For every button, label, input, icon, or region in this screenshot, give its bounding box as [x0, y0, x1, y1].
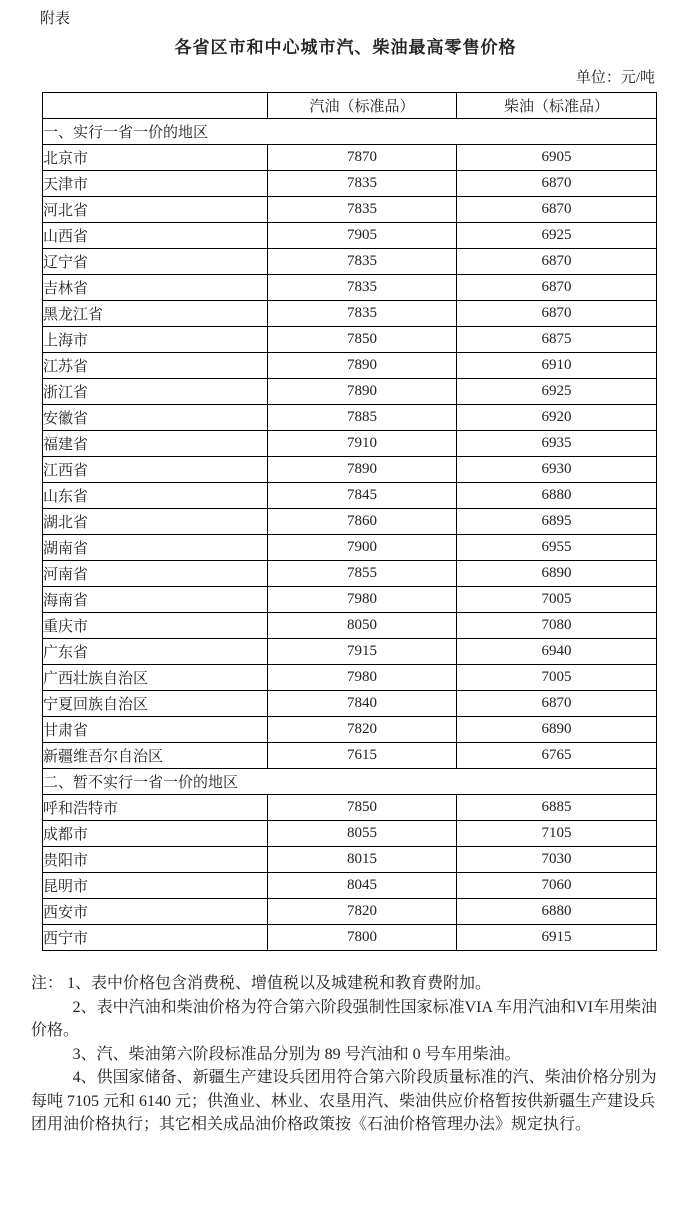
- diesel-price: 6880: [457, 483, 657, 509]
- diesel-price: 6935: [457, 431, 657, 457]
- gasoline-price: 7850: [268, 795, 457, 821]
- gasoline-price: 7905: [268, 223, 457, 249]
- region-name: 河南省: [43, 561, 268, 587]
- table-row: [43, 171, 657, 197]
- region-name: 昆明市: [43, 873, 268, 899]
- table-row: [43, 873, 657, 899]
- gasoline-price: 7980: [268, 665, 457, 691]
- gasoline-price: 8015: [268, 847, 457, 873]
- diesel-price: 7080: [457, 613, 657, 639]
- table-row: [43, 821, 657, 847]
- table-row: [43, 379, 657, 405]
- region-name: 江苏省: [43, 353, 268, 379]
- region-name: 吉林省: [43, 275, 268, 301]
- diesel-price: 6870: [457, 171, 657, 197]
- diesel-price: 6915: [457, 925, 657, 951]
- table-row: [43, 275, 657, 301]
- table-row: [43, 717, 657, 743]
- region-name: 北京市: [43, 145, 268, 171]
- diesel-price: 6890: [457, 717, 657, 743]
- gasoline-price: 7835: [268, 197, 457, 223]
- gasoline-price: 7915: [268, 639, 457, 665]
- table-row: [43, 249, 657, 275]
- table-row: [43, 197, 657, 223]
- region-name: 黑龙江省: [43, 301, 268, 327]
- region-name: 湖北省: [43, 509, 268, 535]
- region-name: 湖南省: [43, 535, 268, 561]
- gasoline-price: 7885: [268, 405, 457, 431]
- table-row: [43, 483, 657, 509]
- table-row: [43, 535, 657, 561]
- section-header-row: [43, 769, 657, 795]
- table-row: [43, 223, 657, 249]
- diesel-price: 6870: [457, 691, 657, 717]
- diesel-price: 6890: [457, 561, 657, 587]
- header-region-column: [43, 93, 268, 119]
- gasoline-price: 7840: [268, 691, 457, 717]
- table-row: [43, 899, 657, 925]
- diesel-price: 6910: [457, 353, 657, 379]
- diesel-price: 6870: [457, 275, 657, 301]
- gasoline-price: 7890: [268, 457, 457, 483]
- gasoline-price: 7855: [268, 561, 457, 587]
- diesel-price: 7005: [457, 587, 657, 613]
- section-title: 二、暂不实行一省一价的地区: [43, 769, 657, 795]
- gasoline-price: 7845: [268, 483, 457, 509]
- diesel-price: 6880: [457, 899, 657, 925]
- diesel-price: 6955: [457, 535, 657, 561]
- diesel-price: 6875: [457, 327, 657, 353]
- diesel-price: 6925: [457, 379, 657, 405]
- diesel-price: 6930: [457, 457, 657, 483]
- gasoline-price: 7910: [268, 431, 457, 457]
- table-row: [43, 613, 657, 639]
- table-row: [43, 327, 657, 353]
- gasoline-price: 8050: [268, 613, 457, 639]
- region-name: 广西壮族自治区: [43, 665, 268, 691]
- diesel-price: 6870: [457, 197, 657, 223]
- diesel-price: 6920: [457, 405, 657, 431]
- region-name: 新疆维吾尔自治区: [43, 743, 268, 769]
- table-row: [43, 847, 657, 873]
- gasoline-price: 7835: [268, 171, 457, 197]
- gasoline-price: 7870: [268, 145, 457, 171]
- region-name: 甘肃省: [43, 717, 268, 743]
- gasoline-price: 8055: [268, 821, 457, 847]
- table-row: [43, 353, 657, 379]
- region-name: 山东省: [43, 483, 268, 509]
- region-name: 辽宁省: [43, 249, 268, 275]
- table-row: [43, 587, 657, 613]
- appendix-label: 附表: [40, 11, 71, 27]
- region-name: 西宁市: [43, 925, 268, 951]
- section-title: 一、实行一省一价的地区: [43, 119, 657, 145]
- region-name: 贵阳市: [43, 847, 268, 873]
- section-header-row: [43, 119, 657, 145]
- notes-section: [31, 972, 660, 1137]
- gasoline-price: 8045: [268, 873, 457, 899]
- diesel-price: 6870: [457, 301, 657, 327]
- gasoline-price: 7800: [268, 925, 457, 951]
- note-item: 4、供国家储备、新疆生产建设兵团用符合第六阶段质量标准的汽、柴油价格分别为每吨 7105 元和 6140 元；供渔业、林业、农垦用汽、柴油供应价格暂按供新疆生产建设兵团用油价格执行；其它相关成品油价格政策按《石油价格管理办法》规定执行。: [31, 1069, 657, 1133]
- table-row: [43, 795, 657, 821]
- table-header-row: [43, 93, 657, 119]
- notes-label: 注：: [31, 975, 68, 992]
- diesel-price: 6905: [457, 145, 657, 171]
- region-name: 安徽省: [43, 405, 268, 431]
- region-name: 重庆市: [43, 613, 268, 639]
- gasoline-price: 7850: [268, 327, 457, 353]
- diesel-price: 7030: [457, 847, 657, 873]
- table-row: [43, 405, 657, 431]
- gasoline-price: 7980: [268, 587, 457, 613]
- table-row: [43, 145, 657, 171]
- diesel-price: 7005: [457, 665, 657, 691]
- diesel-price: 6885: [457, 795, 657, 821]
- gasoline-price: 7820: [268, 899, 457, 925]
- region-name: 福建省: [43, 431, 268, 457]
- gasoline-price: 7615: [268, 743, 457, 769]
- gasoline-price: 7890: [268, 379, 457, 405]
- diesel-price: 6940: [457, 639, 657, 665]
- table-row: [43, 925, 657, 951]
- region-name: 广东省: [43, 639, 268, 665]
- table-row: [43, 431, 657, 457]
- region-name: 河北省: [43, 197, 268, 223]
- price-table: [42, 92, 657, 951]
- gasoline-price: 7835: [268, 275, 457, 301]
- table-row: [43, 457, 657, 483]
- diesel-price: 6870: [457, 249, 657, 275]
- diesel-price: 6895: [457, 509, 657, 535]
- region-name: 成都市: [43, 821, 268, 847]
- note-item: 注： 1、表中价格包含消费税、增值税以及城建税和教育费附加。: [31, 975, 492, 992]
- page-title: 各省区市和中心城市汽、柴油最高零售价格: [174, 38, 517, 57]
- region-name: 海南省: [43, 587, 268, 613]
- region-name: 西安市: [43, 899, 268, 925]
- diesel-price: 7060: [457, 873, 657, 899]
- diesel-price: 7105: [457, 821, 657, 847]
- region-name: 天津市: [43, 171, 268, 197]
- gasoline-price: 7835: [268, 249, 457, 275]
- header-gasoline-column: 汽油（标准品）: [268, 93, 457, 119]
- note-item: 3、汽、柴油第六阶段标准品分别为 89 号汽油和 0 号车用柴油。: [72, 1045, 521, 1063]
- gasoline-price: 7835: [268, 301, 457, 327]
- table-row: [43, 509, 657, 535]
- diesel-price: 6765: [457, 743, 657, 769]
- note-item: 2、表中汽油和柴油价格为符合第六阶段强制性国家标准VIA 车用汽油和VI车用柴油价格。: [31, 998, 658, 1039]
- region-name: 上海市: [43, 327, 268, 353]
- table-row: [43, 691, 657, 717]
- region-name: 呼和浩特市: [43, 795, 268, 821]
- unit-label: 单位：元/吨: [575, 70, 655, 86]
- table-row: [43, 639, 657, 665]
- gasoline-price: 7890: [268, 353, 457, 379]
- region-name: 浙江省: [43, 379, 268, 405]
- table-row: [43, 301, 657, 327]
- region-name: 山西省: [43, 223, 268, 249]
- diesel-price: 6925: [457, 223, 657, 249]
- table-row: [43, 743, 657, 769]
- table-row: [43, 665, 657, 691]
- header-diesel-column: 柴油（标准品）: [457, 93, 657, 119]
- region-name: 宁夏回族自治区: [43, 691, 268, 717]
- table-row: [43, 561, 657, 587]
- gasoline-price: 7820: [268, 717, 457, 743]
- region-name: 江西省: [43, 457, 268, 483]
- gasoline-price: 7900: [268, 535, 457, 561]
- gasoline-price: 7860: [268, 509, 457, 535]
